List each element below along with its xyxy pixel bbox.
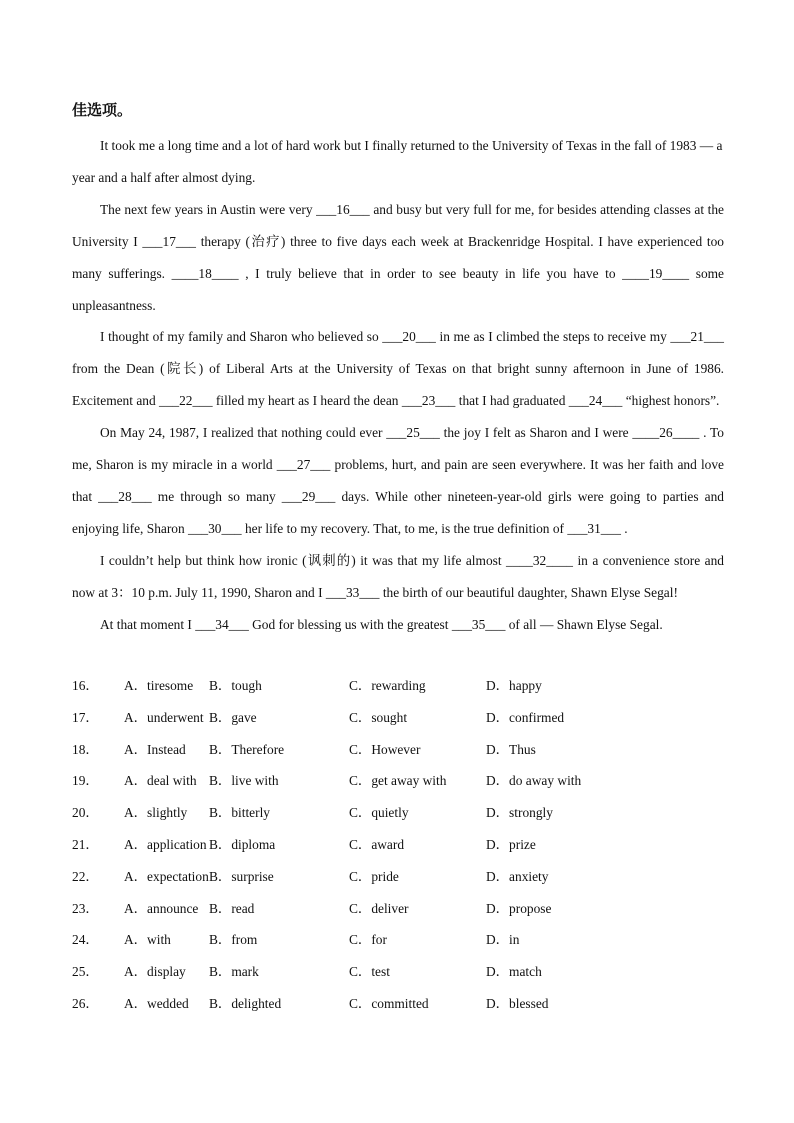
question-number: 26． — [72, 995, 99, 1011]
option-row — [72, 924, 724, 956]
question-number: 16． — [72, 678, 99, 693]
reading-passage — [72, 130, 724, 641]
option-b: B．mark — [209, 964, 259, 980]
option-row — [72, 956, 724, 988]
option-c: C．for — [349, 932, 387, 948]
option-c: C．sought — [349, 709, 408, 725]
option-a: A．underwent — [124, 709, 204, 725]
option-a: A．display — [124, 964, 186, 980]
passage-paragraph: I couldn’t help but think how ironic (讽刺的) it was that my life almost ____32____ in a convenience store and now at 3：10 p.m. July 11, 1990, Sharon and I ___33___ the birth of our beautiful daughter, Shawn Elyse Segal! — [72, 552, 724, 600]
question-number: 22． — [72, 868, 99, 884]
option-d: D．blessed — [486, 995, 549, 1011]
option-d: D．Thus — [486, 741, 536, 757]
option-d: D．in — [486, 932, 520, 948]
option-a: A．slightly — [124, 805, 188, 821]
option-b: B．bitterly — [209, 805, 270, 821]
option-a: A．Instead — [124, 741, 186, 757]
option-d: D．strongly — [486, 805, 553, 821]
option-b: B．tough — [209, 678, 262, 693]
option-row — [72, 988, 724, 1020]
option-b: B．from — [209, 932, 258, 948]
option-row — [72, 702, 724, 734]
option-c: C．pride — [349, 868, 399, 884]
option-a: A．tiresome — [124, 678, 194, 693]
option-c: C．test — [349, 964, 390, 980]
option-c: C．rewarding — [349, 678, 426, 693]
question-number: 19． — [72, 773, 99, 789]
option-a: A．wedded — [124, 995, 189, 1011]
option-d: D．confirmed — [486, 709, 565, 725]
question-number: 21． — [72, 836, 99, 852]
question-number: 17． — [72, 709, 99, 725]
passage-paragraph: On May 24, 1987, I realized that nothing could ever ___25___ the joy I felt as Sharon and I were ____26____ . To me, Sharon is my miracle in a world ___27___ problems, hurt, and pain are seen everywhere. It was her faith and love that ___28___ me through so many ___29___ days. While other nineteen-year-old girls were going to parties and enjoying life, Sharon ___30___ her life to my recovery. That, to me, is the true definition of ___31___ . — [72, 425, 724, 536]
option-row — [72, 893, 724, 925]
option-d: D．anxiety — [486, 868, 549, 884]
question-number: 24． — [72, 932, 99, 948]
option-c: C．committed — [349, 995, 429, 1011]
option-b: B．delighted — [209, 995, 282, 1011]
option-d: D．propose — [486, 900, 552, 916]
option-a: A．with — [124, 932, 171, 948]
option-a: A．expectation — [124, 868, 209, 884]
option-c: C．get away with — [349, 773, 447, 789]
option-d: D．prize — [486, 836, 536, 852]
option-b: B．surprise — [209, 868, 274, 884]
option-row — [72, 734, 724, 766]
passage-paragraph: I thought of my family and Sharon who believed so ___20___ in me as I climbed the steps to receive my ___21___ from the Dean (院长) of Liberal Arts at the University of Texas on that bright sunny afternoon in June of 1986. Excitement and ___22___ filled my heart as I heard the dean ___23___ that I had graduated ___24___ “highest honors”. — [72, 329, 724, 409]
question-number: 18． — [72, 741, 99, 757]
options-list — [72, 670, 724, 1020]
option-row — [72, 861, 724, 893]
question-number: 23． — [72, 900, 99, 916]
passage-paragraph: At that moment I ___34___ God for blessing us with the greatest ___35___ of all — Shawn Elyse Segal. — [100, 616, 663, 632]
section-heading: 佳选项。 — [72, 101, 133, 119]
option-row — [72, 670, 724, 702]
option-c: C．quietly — [349, 805, 409, 821]
option-d: D．happy — [486, 678, 542, 693]
question-number: 20． — [72, 805, 99, 821]
option-b: B．diploma — [209, 836, 276, 852]
passage-paragraph: The next few years in Austin were very ___16___ and busy but very full for me, for besides attending classes at the University I ___17___ therapy (治疗) three to five days each week at Brackenridge Hospital. I have experienced too many sufferings. ____18____ , I truly believe that in order to see beauty in life you have to ____19____ some unpleasantness. — [72, 201, 724, 313]
question-number: 25． — [72, 964, 99, 980]
option-a: A．application — [124, 836, 207, 852]
option-a: A．announce — [124, 900, 199, 916]
option-row — [72, 797, 724, 829]
option-a: A．deal with — [124, 773, 197, 789]
option-c: C．However — [349, 741, 421, 757]
option-row — [72, 765, 724, 797]
option-b: B．read — [209, 900, 255, 916]
option-c: C．deliver — [349, 900, 409, 916]
option-d: D．match — [486, 964, 542, 980]
option-d: D．do away with — [486, 773, 582, 789]
option-c: C．award — [349, 836, 405, 852]
passage-paragraph: It took me a long time and a lot of hard work but I finally returned to the University of Texas in the fall of 1983 — a year and a half after almost dying. — [72, 138, 723, 185]
option-b: B．Therefore — [209, 741, 285, 757]
option-b: B．live with — [209, 773, 279, 789]
option-b: B．gave — [209, 709, 257, 725]
option-row — [72, 829, 724, 861]
